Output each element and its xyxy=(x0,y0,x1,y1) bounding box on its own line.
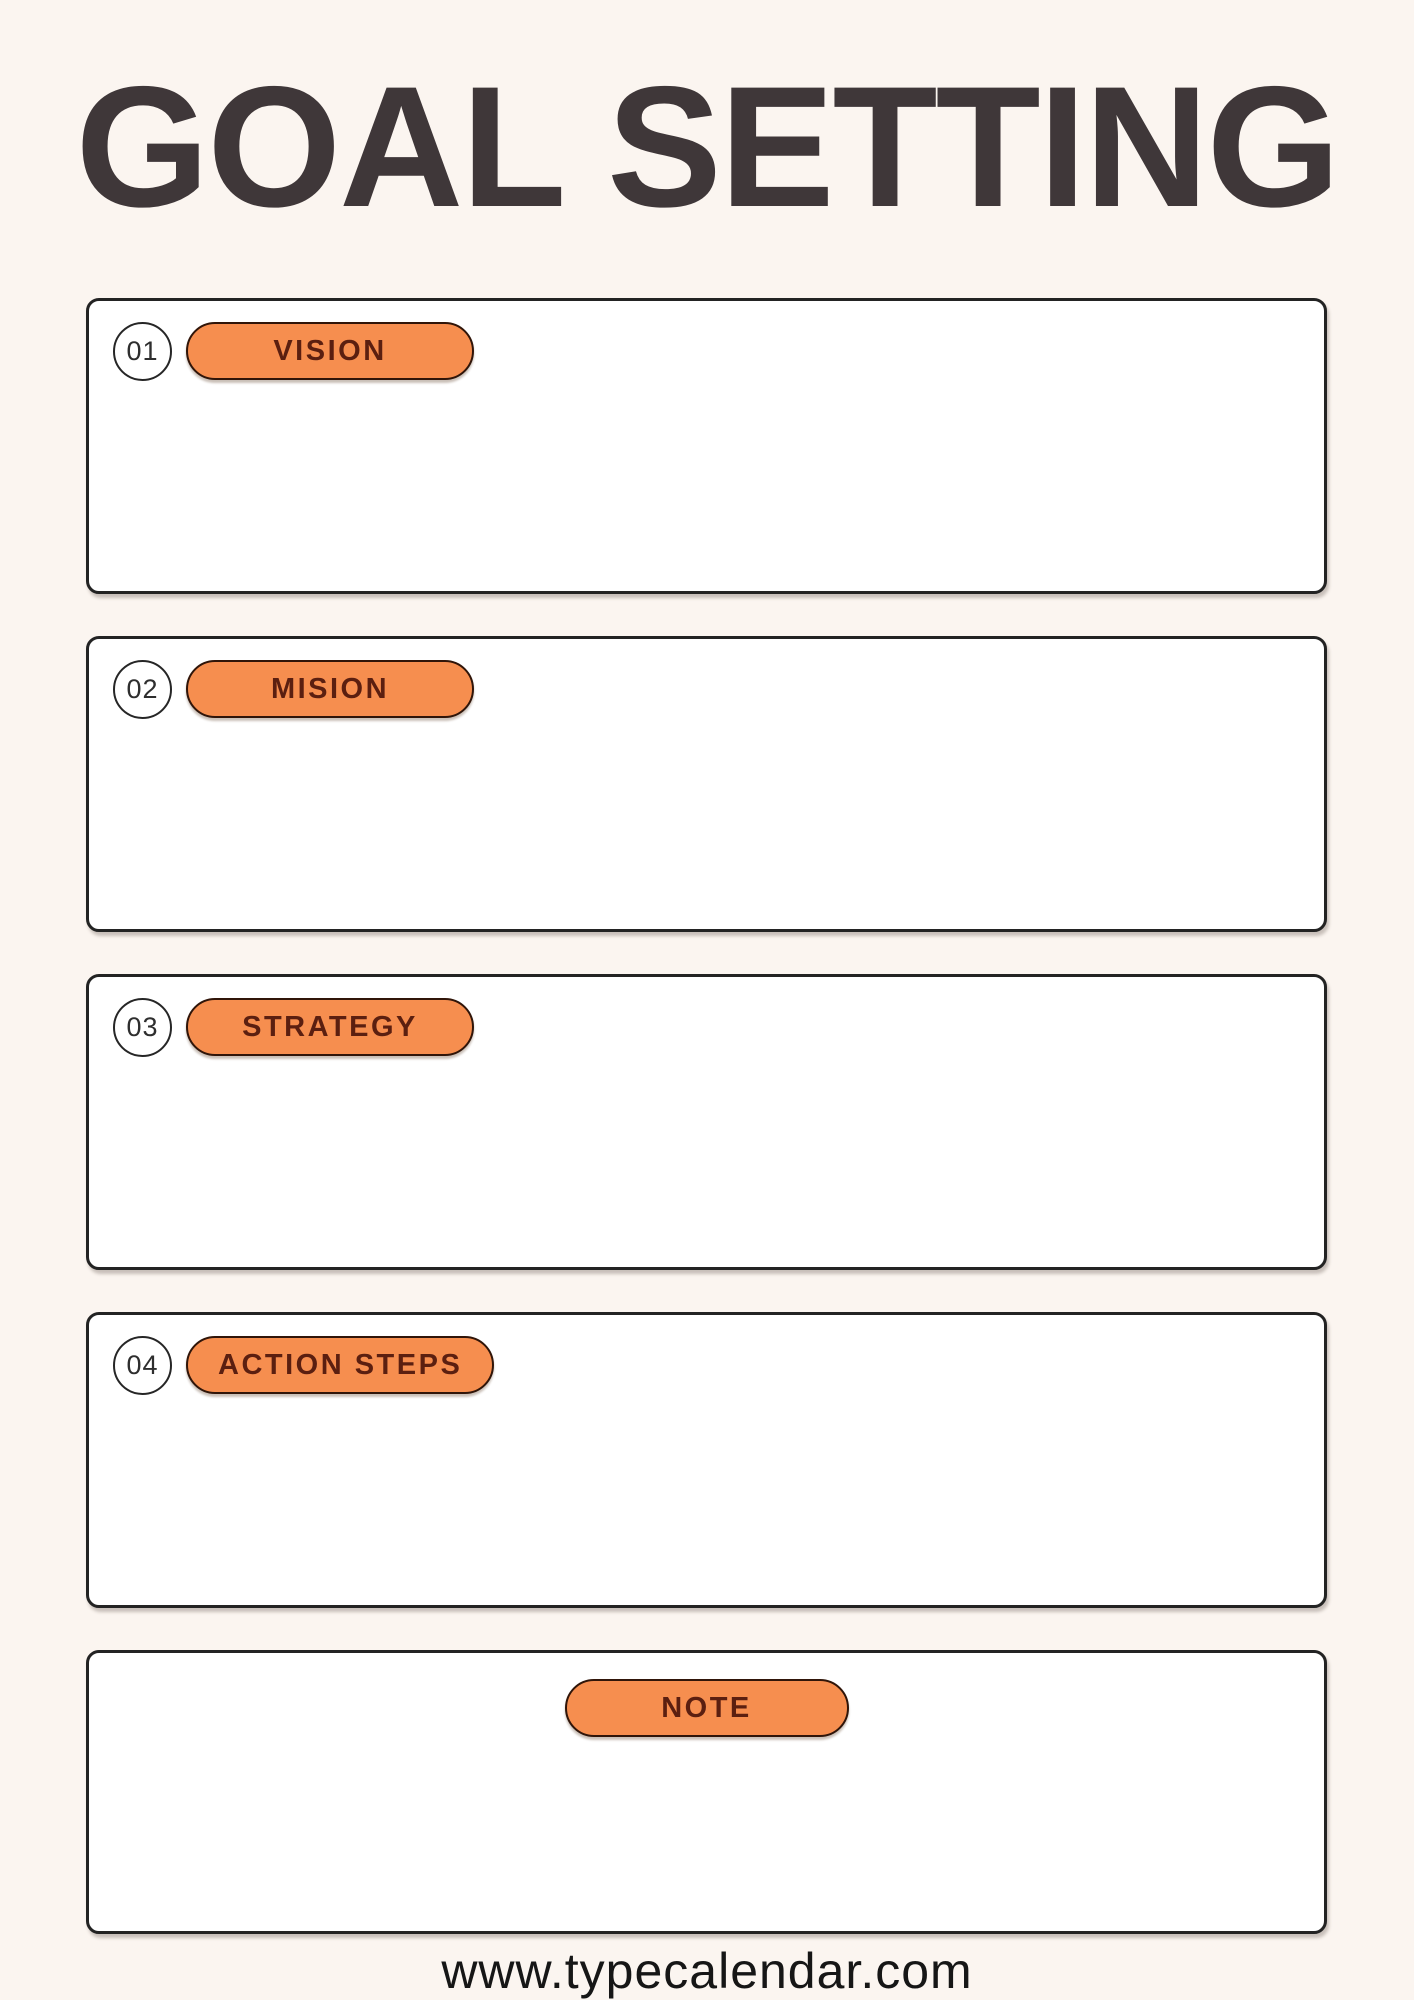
section-label-pill xyxy=(186,998,474,1056)
section-label: MISION xyxy=(270,672,390,705)
section-label-pill xyxy=(186,322,474,380)
note-label: NOTE xyxy=(661,1691,752,1724)
section-label: ACTION STEPS xyxy=(218,1348,463,1381)
section-number: 01 xyxy=(126,336,159,366)
note-label-pill xyxy=(565,1679,849,1737)
number-badge xyxy=(113,1336,172,1395)
page-title: GOAL SETTING xyxy=(75,51,1339,243)
section-box-mision xyxy=(86,636,1327,932)
section-label: STRATEGY xyxy=(242,1010,418,1043)
section-box-vision xyxy=(86,298,1327,594)
section-box-strategy xyxy=(86,974,1327,1270)
section-number: 03 xyxy=(126,1012,159,1042)
number-badge xyxy=(113,660,172,719)
footer-url: www.typecalendar.com xyxy=(441,1943,973,1999)
number-badge xyxy=(113,998,172,1057)
section-number: 02 xyxy=(126,674,159,704)
section-label-pill xyxy=(186,1336,494,1394)
note-box xyxy=(86,1650,1327,1934)
section-label-pill xyxy=(186,660,474,718)
worksheet xyxy=(86,298,1327,1934)
number-badge xyxy=(113,322,172,381)
section-number: 04 xyxy=(126,1350,159,1380)
section-label: VISION xyxy=(273,334,387,367)
section-box-action-steps xyxy=(86,1312,1327,1608)
